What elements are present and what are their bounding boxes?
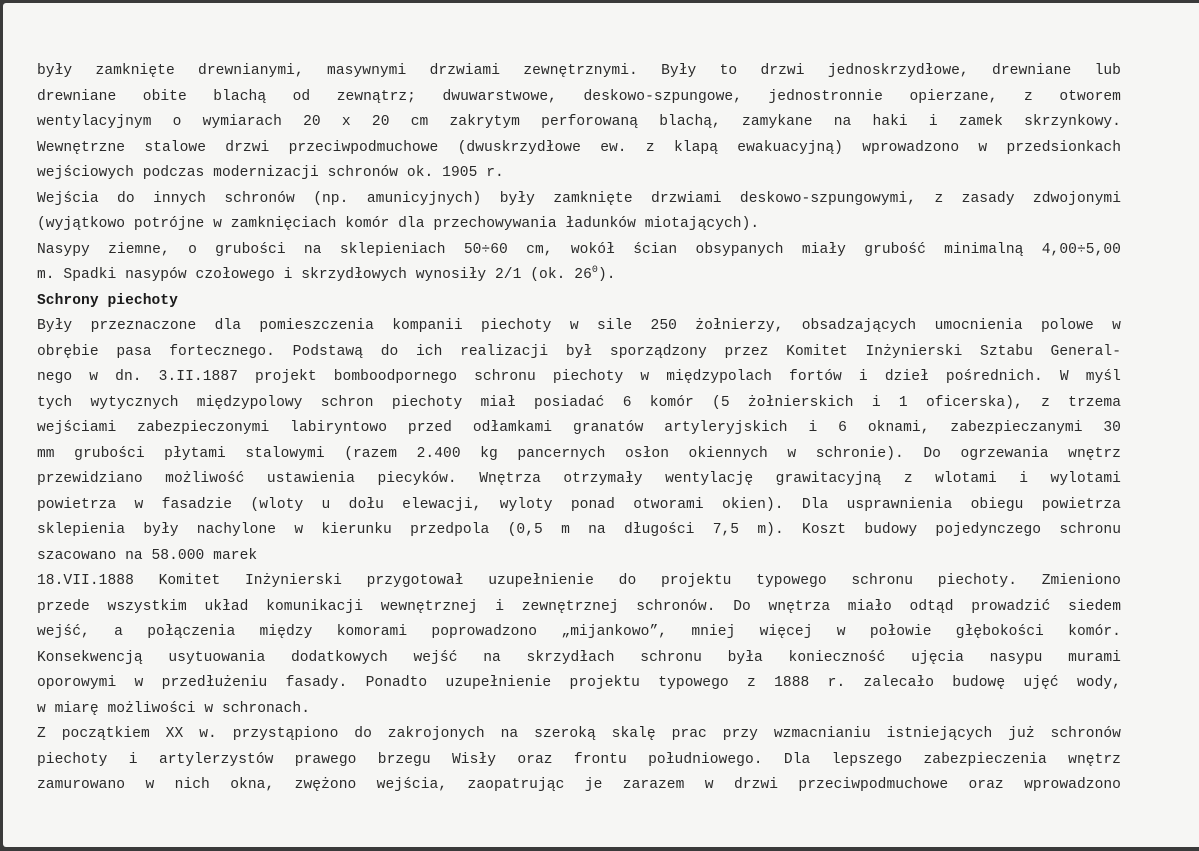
text-line: zamurowano w nich okna, zwężono wejścia, zaopatrując je zarazem w drzwi przeciwpodmuchowe oraz wprowadzono [37, 777, 1121, 793]
text-line: Były przeznaczone dla pomieszczenia kompanii piechoty w sile 250 żołnierzy, obsadzających umocnienia polowe w [37, 318, 1121, 334]
text-line: Z początkiem XX w. przystąpiono do zakrojonych na szeroką skalę prac przy wzmacnianiu istniejących już schronów [37, 726, 1121, 742]
scanned-page [3, 3, 1199, 847]
document-body [37, 59, 1121, 799]
text-line: drewniane obite blachą od zewnątrz; dwuwarstwowe, deskowo-szpungowe, jednostronnie opierzane, z otworem [37, 88, 1121, 105]
text-line: obrębie pasa fortecznego. Podstawą do ich realizacji był sporządzony przez Komitet Inżynierski Sztabu General- [37, 343, 1121, 360]
section-heading: Schrony piechoty [37, 292, 178, 309]
text-line: mm grubości płytami stalowymi (razem 2.400 kg pancernych osłon okiennych w schronie). Do ogrzewania wnętrz [37, 445, 1121, 462]
text-line: wentylacyjnym o wymiarach 20 x 20 cm zakrytym perforowaną blachą, zamykane na haki i zamek skrzynkowy. [37, 114, 1121, 130]
text-line: przede wszystkim układ komunikacji wewnętrznej i zewnętrznej schronów. Do wnętrza miało odtąd prowadzić siedem [37, 598, 1121, 615]
text-line: nego w dn. 3.II.1887 projekt bomboodpornego schronu piechoty w międzypolach fortów i dzieł pośrednich. W myśl [37, 369, 1121, 385]
text-line: Wejścia do innych schronów (np. amunicyjnych) były zamknięte drzwiami deskowo-szpungowymi, z zasady zdwojonymi [37, 190, 1121, 207]
superscript-degree: 0 [591, 265, 598, 276]
text-line: wejściami zabezpieczonymi labiryntowo przed odłamkami granatów artyleryjskich i 6 oknami, zabezpieczanymi 30 [37, 420, 1121, 436]
text-fragment: m. Spadki nasypów czołowego i skrzydłowych wynosiły 2/1 (ok. 26 [37, 267, 592, 283]
text-line: 18.VII.1888 Komitet Inżynierski przygotował uzupełnienie do projektu typowego schronu piechoty. Zmieniono [37, 573, 1121, 589]
text-line: Konsekwencją usytuowania dodatkowych wejść na skrzydłach schronu była konieczność ujęcia nasypu murami [37, 649, 1121, 666]
text-line: (wyjątkowo potrójne w zamknięciach komór dla przechowywania ładunków miotających). [37, 216, 760, 232]
text-line: w miarę możliwości w schronach. [37, 700, 311, 717]
text-fragment: ). [597, 267, 616, 283]
text-line: wejść, a połączenia między komorami poprowadzono „mijankowo”, mniej więcej w połowie głębokości komór. [37, 624, 1121, 640]
text-line: tych wytycznych międzypolowy schron piechoty miał posiadać 6 komór (5 żołnierskich i 1 oficerska), z trzema [37, 394, 1121, 411]
text-line: Wewnętrzne stalowe drzwi przeciwpodmuchowe (dwuskrzydłowe ew. z klapą ewakuacyjną) wprowadzono w przedsionkach [37, 139, 1121, 156]
text-line: wejściowych podczas modernizacji schronów ok. 1905 r. [37, 165, 504, 181]
text-line: Nasypy ziemne, o grubości na sklepieniach 50÷60 cm, wokół ścian obsypanych miały grubość minimalną 4,00÷5,00 [37, 241, 1121, 258]
text-line: przewidziano możliwość ustawienia piecyków. Wnętrza otrzymały wentylację grawitacyjną z wlotami i wylotami [37, 471, 1121, 487]
text-line: oporowymi w przedłużeniu fasady. Ponadto uzupełnienie projektu typowego z 1888 r. zalecało budowę ujęć wody, [37, 675, 1121, 691]
text-line: piechoty i artylerzystów prawego brzegu Wisły oraz frontu południowego. Dla lepszego zabezpieczenia wnętrz [37, 751, 1121, 768]
text-line: były zamknięte drewnianymi, masywnymi drzwiami zewnętrznymi. Były to drzwi jednoskrzydłowe, drewniane lub [37, 63, 1121, 79]
text-line: powietrza w fasadzie (wloty u dołu elewacji, wyloty ponad otworami okien). Dla usprawnienia obiegu powietrza [37, 496, 1121, 513]
text-line-with-superscript [37, 263, 1121, 289]
text-line: szacowano na 58.000 marek [37, 547, 258, 564]
text-line: sklepienia były nachylone w kierunku przedpola (0,5 m na długości 7,5 m). Koszt budowy pojedynczego schronu [37, 522, 1121, 538]
